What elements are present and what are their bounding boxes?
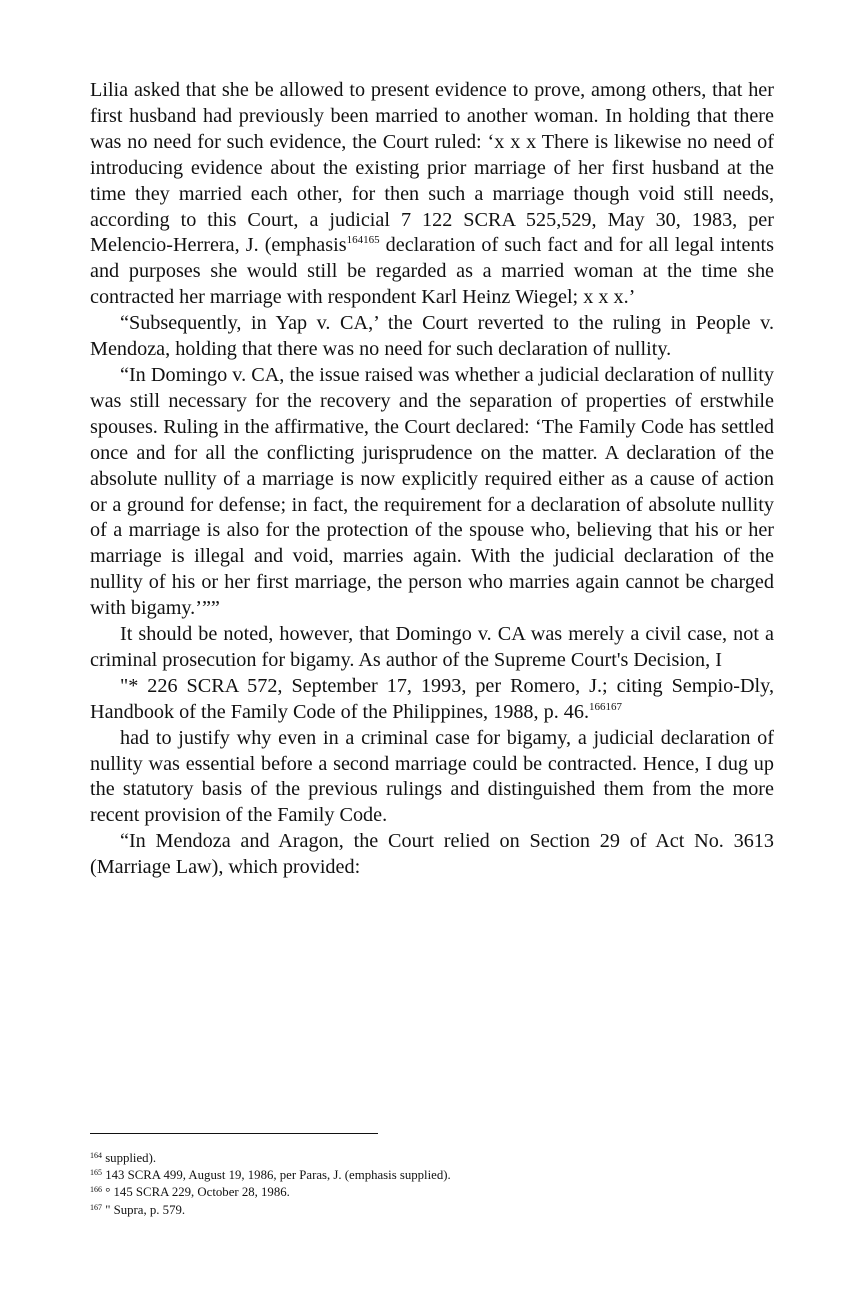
footnote-ref-166-167: 166167: [589, 700, 623, 713]
paragraph-2: “Subsequently, in Yap v. CA,’ the Court reverted to the ruling in People v. Mendoza, holding that there was no need for such declaration of nullity.: [90, 312, 774, 361]
paragraph-1-text-a: Lilia asked that she be allowed to present evidence to prove, among others, that her first husband had previously been married to another woman. In holding that there was no need for such evidence, the Court ruled: ‘x x x There is likewise no need of introducing evidence about the existing prior marriage of her first husband at the time they married each other, for then such a marriage though void still needs, according to this Court, a judicial 7 122 SCRA 525,529, May 30, 1983, per Melencio-Herrera, J. (emphasis: [90, 79, 774, 257]
paragraph-1: [90, 78, 774, 311]
paragraph-7: “In Mendoza and Aragon, the Court relied on Section 29 of Act No. 3613 (Marriage Law), which provided:: [90, 830, 774, 879]
footnote-165: [90, 1167, 774, 1184]
paragraph-1-text-b: declaration of such fact and for all legal intents and purposes she would still be regarded as a married woman at the time she contracted her marriage with respondent Karl Heinz Wiegel; x x x.’: [90, 234, 774, 309]
footnote-167: [90, 1202, 774, 1219]
footnote-number: 166: [90, 1185, 102, 1195]
paragraph-5-text: "* 226 SCRA 572, September 17, 1993, per Romero, J.; citing Sempio-Dly, Handbook of the Family Code of the Philippines, 1988, p. 46.: [90, 674, 774, 723]
footnote-text: ° 145 SCRA 229, October 28, 1986.: [102, 1185, 290, 1200]
paragraph-4: It should be noted, however, that Domingo v. CA was merely a civil case, not a criminal prosecution for bigamy. As author of the Supreme Court's Decision, I: [90, 623, 774, 671]
footnote-ref-164-165: 164165: [346, 234, 380, 247]
footnote-separator: [90, 1133, 378, 1134]
footnote-text: 143 SCRA 499, August 19, 1986, per Paras, J. (emphasis supplied).: [102, 1168, 451, 1183]
footnote-number: 164: [90, 1151, 102, 1160]
paragraph-5: [90, 674, 774, 726]
footnotes: [90, 1150, 774, 1219]
document-body: [90, 78, 774, 881]
footnote-number: 167: [90, 1202, 102, 1212]
footnote-number: 165: [90, 1168, 102, 1178]
footnote-text: supplied).: [102, 1151, 157, 1165]
paragraph-3: “In Domingo v. CA, the issue raised was whether a judicial declaration of nullity was still necessary for the recovery and the separation of properties of erstwhile spouses. Ruling in the affirmative, the Court declared: ‘The Family Code has settled once and for all the conflicting jurisprudence on the matter. A declaration of the absolute nullity of a marriage is now explicitly required either as a cause of action or a ground for defense; in fact, the requirement for a declaration of absolute nullity of a marriage is also for the protection of the spouse who, believing that his or her marriage is illegal and void, marries again. With the judicial declaration of the nullity of his or her first marriage, the person who marries again cannot be charged with bigamy.’””: [90, 363, 774, 620]
paragraph-6: had to justify why even in a criminal case for bigamy, a judicial declaration of nullity was essential before a second marriage could be contracted. Hence, I dug up the statutory basis of the previous rulings and distinguished them from the more recent provision of the Family Code.: [90, 726, 774, 827]
footnote-164: [90, 1150, 774, 1167]
footnote-166: [90, 1184, 774, 1201]
footnote-text: " Supra, p. 579.: [102, 1202, 186, 1217]
